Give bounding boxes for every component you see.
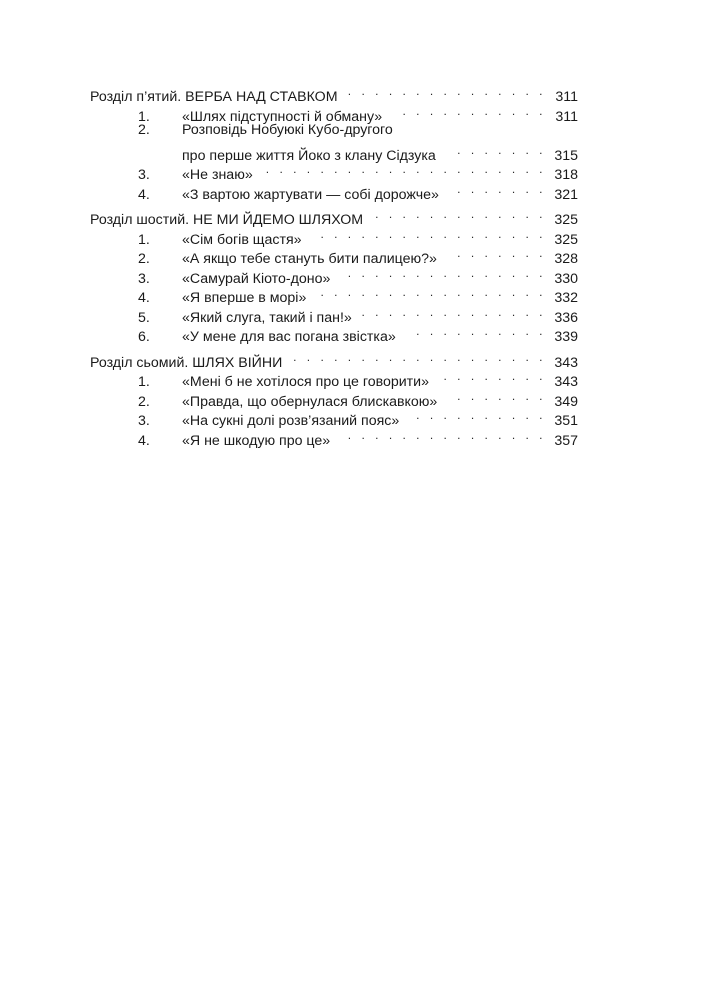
dot-leader — [312, 225, 546, 244]
entry-title: «Шлях підступності й обману» — [182, 108, 383, 125]
page-number: 328 — [554, 251, 578, 267]
dot-leader — [292, 348, 546, 367]
page-number: 330 — [554, 270, 578, 287]
section-heading — [90, 348, 578, 371]
toc-entry — [90, 121, 578, 141]
page-number: 315 — [554, 147, 578, 164]
section-title: Розділ п’ятий. ВЕРБА НАД СТАВКОМ — [90, 89, 338, 105]
page-number: 311 — [555, 108, 578, 125]
page-number: 349 — [554, 393, 578, 410]
page-number: 311 — [555, 89, 578, 105]
dot-leader — [409, 406, 546, 425]
entry-number: 3. — [138, 270, 150, 287]
entry-number: 4. — [138, 290, 150, 306]
section-heading — [90, 82, 578, 105]
page-number: 325 — [554, 231, 578, 248]
entry-title: Розповідь Нобуюкі Кубо-другого — [182, 122, 393, 138]
entry-number: 2. — [138, 393, 150, 410]
page-number: 339 — [554, 329, 578, 345]
section-heading — [90, 205, 578, 228]
dot-leader — [362, 303, 546, 322]
entry-title: «У мене для вас погана звістка» — [182, 329, 396, 345]
entry-number: 1. — [138, 108, 150, 125]
section-title: Розділ сьомий. ШЛЯХ ВІЙНИ — [90, 354, 283, 371]
entry-number: 2. — [138, 251, 150, 267]
page-number: 318 — [554, 167, 578, 183]
entry-title: «Сім богів щастя» — [182, 231, 302, 248]
dot-leader — [392, 102, 546, 121]
entry-number: 4. — [138, 432, 150, 449]
entry-title: «А якщо тебе стануть бити палицею?» — [182, 251, 437, 267]
dot-leader — [439, 367, 546, 386]
entry-title: «На сукні долі розв’язаний пояс» — [182, 413, 400, 429]
entry-title: «Не знаю» — [182, 167, 253, 183]
entry-title: «Мені б не хотілося про це говорити» — [182, 374, 429, 390]
entry-number: 6. — [138, 329, 150, 345]
dot-leader — [263, 160, 546, 179]
entry-number: 3. — [138, 413, 150, 429]
entry-title: «Самурай Кіото-доно» — [182, 270, 331, 287]
entry-title: «Я вперше в морі» — [182, 290, 307, 306]
toc-section — [90, 205, 578, 345]
entry-number: 2. — [138, 122, 150, 138]
dot-leader — [373, 205, 546, 224]
page-number: 343 — [554, 374, 578, 390]
page-number: 325 — [554, 212, 578, 228]
toc-section — [90, 82, 578, 203]
entry-number: 3. — [138, 167, 150, 183]
page-number: 351 — [554, 413, 578, 429]
page-number: 332 — [554, 290, 578, 306]
dot-leader — [340, 264, 546, 283]
dot-leader — [348, 82, 546, 101]
entry-title: «Я не шкодую про це» — [182, 432, 331, 449]
entry-title: «Який слуга, такий і пан!» — [182, 309, 352, 326]
entry-title: «Правда, що обернулася блискавкою» — [182, 393, 438, 410]
entry-number: 5. — [138, 309, 150, 326]
page-number: 357 — [554, 432, 578, 449]
toc-entry-continuation — [90, 141, 578, 164]
entry-title: «З вартою жартувати — собі дорожче» — [182, 186, 439, 203]
dot-leader — [447, 387, 546, 406]
dot-leader — [447, 244, 546, 263]
dot-leader — [449, 180, 546, 199]
entry-number: 1. — [138, 374, 150, 390]
section-title: Розділ шостий. НЕ МИ ЙДЕМО ШЛЯХОМ — [90, 212, 364, 228]
page-number: 343 — [554, 354, 578, 371]
table-of-contents — [90, 82, 578, 451]
toc-section — [90, 348, 578, 449]
dot-leader — [446, 141, 546, 160]
dot-leader — [406, 322, 546, 341]
dot-leader — [316, 283, 546, 302]
page-number: 336 — [554, 309, 578, 326]
entry-number: 1. — [138, 231, 150, 248]
entry-number: 4. — [138, 186, 150, 203]
entry-title-continued: про перше життя Йоко з клану Сідзука — [182, 147, 436, 164]
dot-leader — [340, 426, 546, 445]
page-number: 321 — [554, 186, 578, 203]
